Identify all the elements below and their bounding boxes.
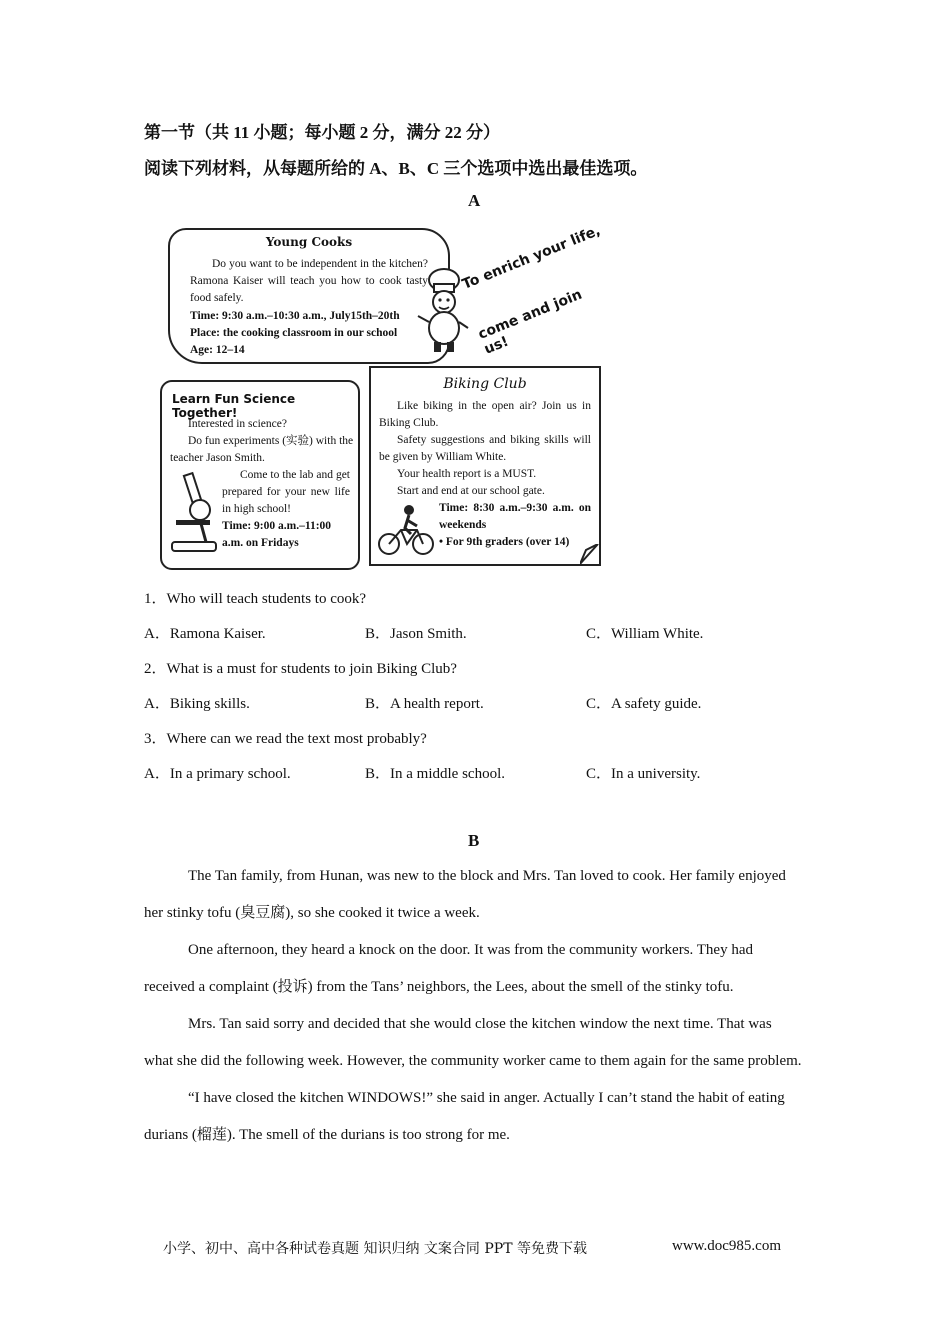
section-heading: 第一节（共 11 小题；每小题 2 分，满分 22 分） xyxy=(144,123,501,142)
passage-paragraph: The Tan family, from Hunan, was new to the block and Mrs. Tan loved to cook. Her family enjoyed her stinky tofu (臭豆腐), so she cooked it twice a week. xyxy=(144,868,786,921)
question-3-stem: 3．Where can we read the text most probably? xyxy=(144,731,427,747)
question-3-option-b: B．In a middle school. xyxy=(365,766,505,782)
biking-grade: • For 9th graders (over 14) xyxy=(439,536,570,548)
section-instruction: 阅读下列材料，从每题所给的 A、B、C 三个选项中选出最佳选项。 xyxy=(144,159,648,178)
question-2-stem: 2．What is a must for students to join Biking Club? xyxy=(144,661,457,677)
science-line-3: Come to the lab and get prepared for your new life in high school! xyxy=(222,469,350,515)
biking-title: Biking Club xyxy=(443,376,527,392)
biking-line-2: Safety suggestions and biking skills will be given by William White. xyxy=(379,434,591,463)
cyclist-icon xyxy=(377,504,435,558)
science-card xyxy=(160,380,360,570)
footer-link[interactable]: www.doc985.com xyxy=(672,1238,782,1254)
biking-line-4: Start and end at our school gate. xyxy=(397,485,545,497)
young-cooks-body: Do you want to be independent in the kitchen? Ramona Kaiser will teach you how to cook tasty food safely. xyxy=(190,258,428,304)
biking-line-3: Your health report is a MUST. xyxy=(397,468,537,480)
question-3-option-a: A．In a primary school. xyxy=(144,766,291,782)
science-line-1: Interested in science? xyxy=(188,418,287,430)
poster-image xyxy=(160,222,610,574)
biking-line-1: Like biking in the open air? Join us in Biking Club. xyxy=(379,400,591,429)
science-line-2: Do fun experiments (实验) with the teacher Jason Smith. xyxy=(170,435,354,464)
passage-paragraph: Mrs. Tan said sorry and decided that she would close the kitchen window the next time. That was what she did the following week. However, the community worker came to them again for the same problem. xyxy=(144,1016,802,1069)
young-cooks-time: Time: 9:30 a.m.–10:30 a.m., July15th–20th xyxy=(190,310,400,322)
science-title: Learn Fun Science Together! xyxy=(172,392,296,420)
question-1-stem: 1．Who will teach students to cook? xyxy=(144,591,367,607)
biking-time: Time: 8:30 a.m.–9:30 a.m. on weekends xyxy=(439,502,591,531)
part-a-label: A xyxy=(468,191,481,210)
young-cooks-place: Place: the cooking classroom in our school xyxy=(190,327,398,339)
slogan-line-1: To enrich your life, xyxy=(460,222,603,293)
biking-card xyxy=(369,366,601,566)
young-cooks-title: Young Cooks xyxy=(265,235,353,249)
question-1-option-c: C．William White. xyxy=(586,626,704,642)
question-3-option-c: C．In a university. xyxy=(586,766,701,782)
question-2-option-c: C．A safety guide. xyxy=(586,696,702,712)
footer-text: 小学、初中、高中各种试卷真题 知识归纳 文案合同 PPT 等免费下载 xyxy=(163,1241,587,1257)
question-2-option-a: A．Biking skills. xyxy=(144,696,250,712)
young-cooks-age: Age: 12–14 xyxy=(190,344,245,356)
science-time: Time: 9:00 a.m.–11:00 a.m. on Fridays xyxy=(222,520,332,549)
microscope-icon xyxy=(170,470,218,556)
folded-corner xyxy=(580,544,602,566)
part-b-label: B xyxy=(468,831,480,850)
question-1-option-b: B．Jason Smith. xyxy=(365,626,467,642)
question-2-option-b: B．A health report. xyxy=(365,696,484,712)
young-cooks-card xyxy=(168,228,450,364)
passage-paragraph: “I have closed the kitchen WINDOWS!” she said in anger. Actually I can’t stand the habit of eating durians (榴莲). The smell of the durians is too strong for me. xyxy=(144,1090,785,1143)
passage-paragraph: One afternoon, they heard a knock on the door. It was from the community workers. They had received a complaint (投诉) from the Tans’ neighbors, the Lees, about the smell of the stinky tofu. xyxy=(144,942,753,995)
passage-b xyxy=(144,858,804,1154)
slogan-line-2: come and join us! xyxy=(476,286,585,358)
question-1-option-a: A．Ramona Kaiser. xyxy=(144,626,266,642)
